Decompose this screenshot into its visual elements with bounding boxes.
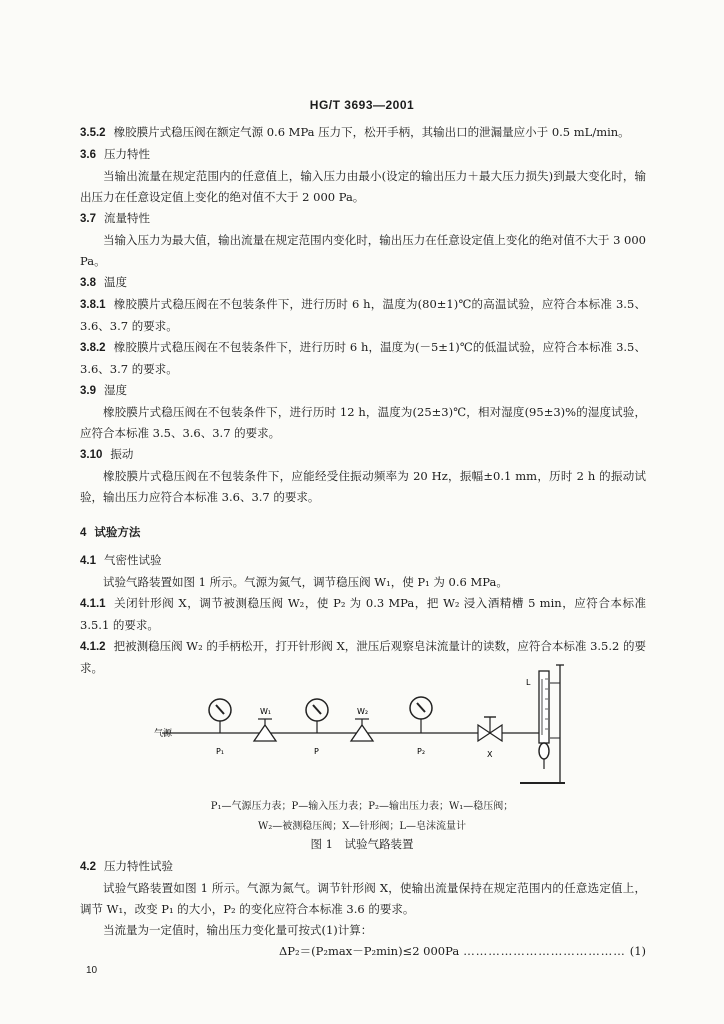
heading-4: 4 试验方法 [80, 525, 141, 539]
heading-3-6: 3.6 压力特性 [80, 147, 150, 161]
heading-4-1: 4.1 气密性试验 [80, 553, 162, 567]
page-number: 10 [86, 965, 98, 976]
formula-1 [80, 941, 646, 962]
paragraph-3-6: 当输出流量在规定范围内的任意值上，输入压力由最小(设定的输出压力＋最大压力损失)到最大变化时，输出压力在任意设定值上变化的绝对值不大于 2 000 Pa。 [80, 169, 646, 204]
p-gauge-icon [306, 699, 328, 733]
w1-label: W₁ [260, 707, 272, 716]
section-3-5-2: 3.5.2 橡胶膜片式稳压阀在额定气源 0.6 MPa 压力下，松开手柄，其输出口的泄漏量应小于 0.5 mL/min。 [80, 125, 630, 139]
p2-gauge-icon [410, 697, 432, 733]
section-4-1-2: 4.1.2 把被测稳压阀 W₂ 的手柄松开，打开针形阀 X，泄压后观察皂沫流量计的读数，应符合本标准 3.5.2 的要求。 [80, 639, 646, 675]
p2-label: P₂ [417, 747, 426, 756]
heading-3-9: 3.9 湿度 [80, 383, 127, 397]
standard-code-header: HG/T 3693—2001 [309, 98, 415, 112]
figure-title: 图 1 试验气路装置 [310, 837, 414, 851]
formula-expression: ΔP₂＝(P₂max－P₂min)≤2 000Pa [279, 944, 460, 958]
heading-4-2: 4.2 压力特性试验 [80, 859, 173, 873]
paragraph-3-10: 橡胶膜片式稳压阀在不包装条件下，应能经受住振动频率为 20 Hz，振幅±0.1 mm，历时 2 h 的振动试验，输出压力应符合本标准 3.6、3.7 的要求。 [80, 469, 646, 504]
legend-line-2: W₂—被测稳压阀；X—针形阀；L—皂沫流量计 [257, 821, 467, 832]
x-needle-valve-icon [478, 717, 502, 741]
w2-regulator-icon [351, 719, 373, 741]
l-label: L [526, 678, 531, 687]
legend-line-1: P₁—气源压力表；P—输入压力表；P₂—输出压力表；W₁—稳压阀； [210, 801, 514, 812]
section-3-8-2: 3.8.2 橡胶膜片式稳压阀在不包装条件下，进行历时 6 h，温度为(－5±1)℃的低温试验，应符合本标准 3.5、3.6、3.7 的要求。 [80, 340, 646, 376]
paragraph-3-7: 当输入压力为最大值，输出流量在规定范围内变化时，输出压力在任意设定值上变化的绝对值不大于 3 000 Pa。 [80, 233, 646, 268]
p1-gauge-icon [209, 699, 231, 733]
heading-3-8: 3.8 温度 [80, 275, 127, 289]
p1-label: P₁ [216, 747, 225, 756]
x-label: X [487, 750, 493, 759]
formula-number: (1) [629, 944, 646, 958]
heading-3-10: 3.10 振动 [80, 447, 134, 461]
formula-leader-dots: ………………………………… [463, 944, 626, 958]
section-3-8-1: 3.8.1 橡胶膜片式稳压阀在不包装条件下，进行历时 6 h，温度为(80±1)℃的高温试验，应符合本标准 3.5、3.6、3.7 的要求。 [80, 297, 646, 333]
paragraph-3-9: 橡胶膜片式稳压阀在不包装条件下，进行历时 12 h，温度为(25±3)℃，相对湿度(95±3)%的湿度试验，应符合本标准 3.5、3.6、3.7 的要求。 [80, 405, 646, 440]
body-text-upper [80, 122, 646, 679]
section-4-1-1: 4.1.1 关闭针形阀 X，调节被测稳压阀 W₂，使 P₂ 为 0.3 MPa，把 W₂ 浸入酒精槽 5 min，应符合本标准 3.5.1 的要求。 [80, 596, 646, 632]
p-label: P [314, 747, 319, 756]
w1-regulator-icon [254, 719, 276, 741]
paragraph-4-2: 试验气路装置如图 1 所示。气源为氮气。调节针形阀 X，使输出流量保持在规定范围内的任意选定值上，调节 W₁，改变 P₁ 的大小，P₂ 的变化应符合本标准 3.6 的要求。 [80, 881, 646, 916]
paragraph-4-2-b: 当流量为一定值时，输出压力变化量可按式(1)计算： [103, 923, 373, 937]
paragraph-4-1: 试验气路装置如图 1 所示。气源为氮气，调节稳压阀 W₁，使 P₁ 为 0.6 MPa。 [103, 575, 508, 589]
figure-legend [0, 797, 724, 837]
w2-label: W₂ [357, 707, 369, 716]
heading-3-7: 3.7 流量特性 [80, 211, 150, 225]
section-number: 3.5.2 [80, 127, 106, 139]
test-gas-path-diagram [140, 653, 580, 793]
gas-source-label: 气源 [154, 729, 173, 739]
body-text-lower [80, 856, 646, 962]
